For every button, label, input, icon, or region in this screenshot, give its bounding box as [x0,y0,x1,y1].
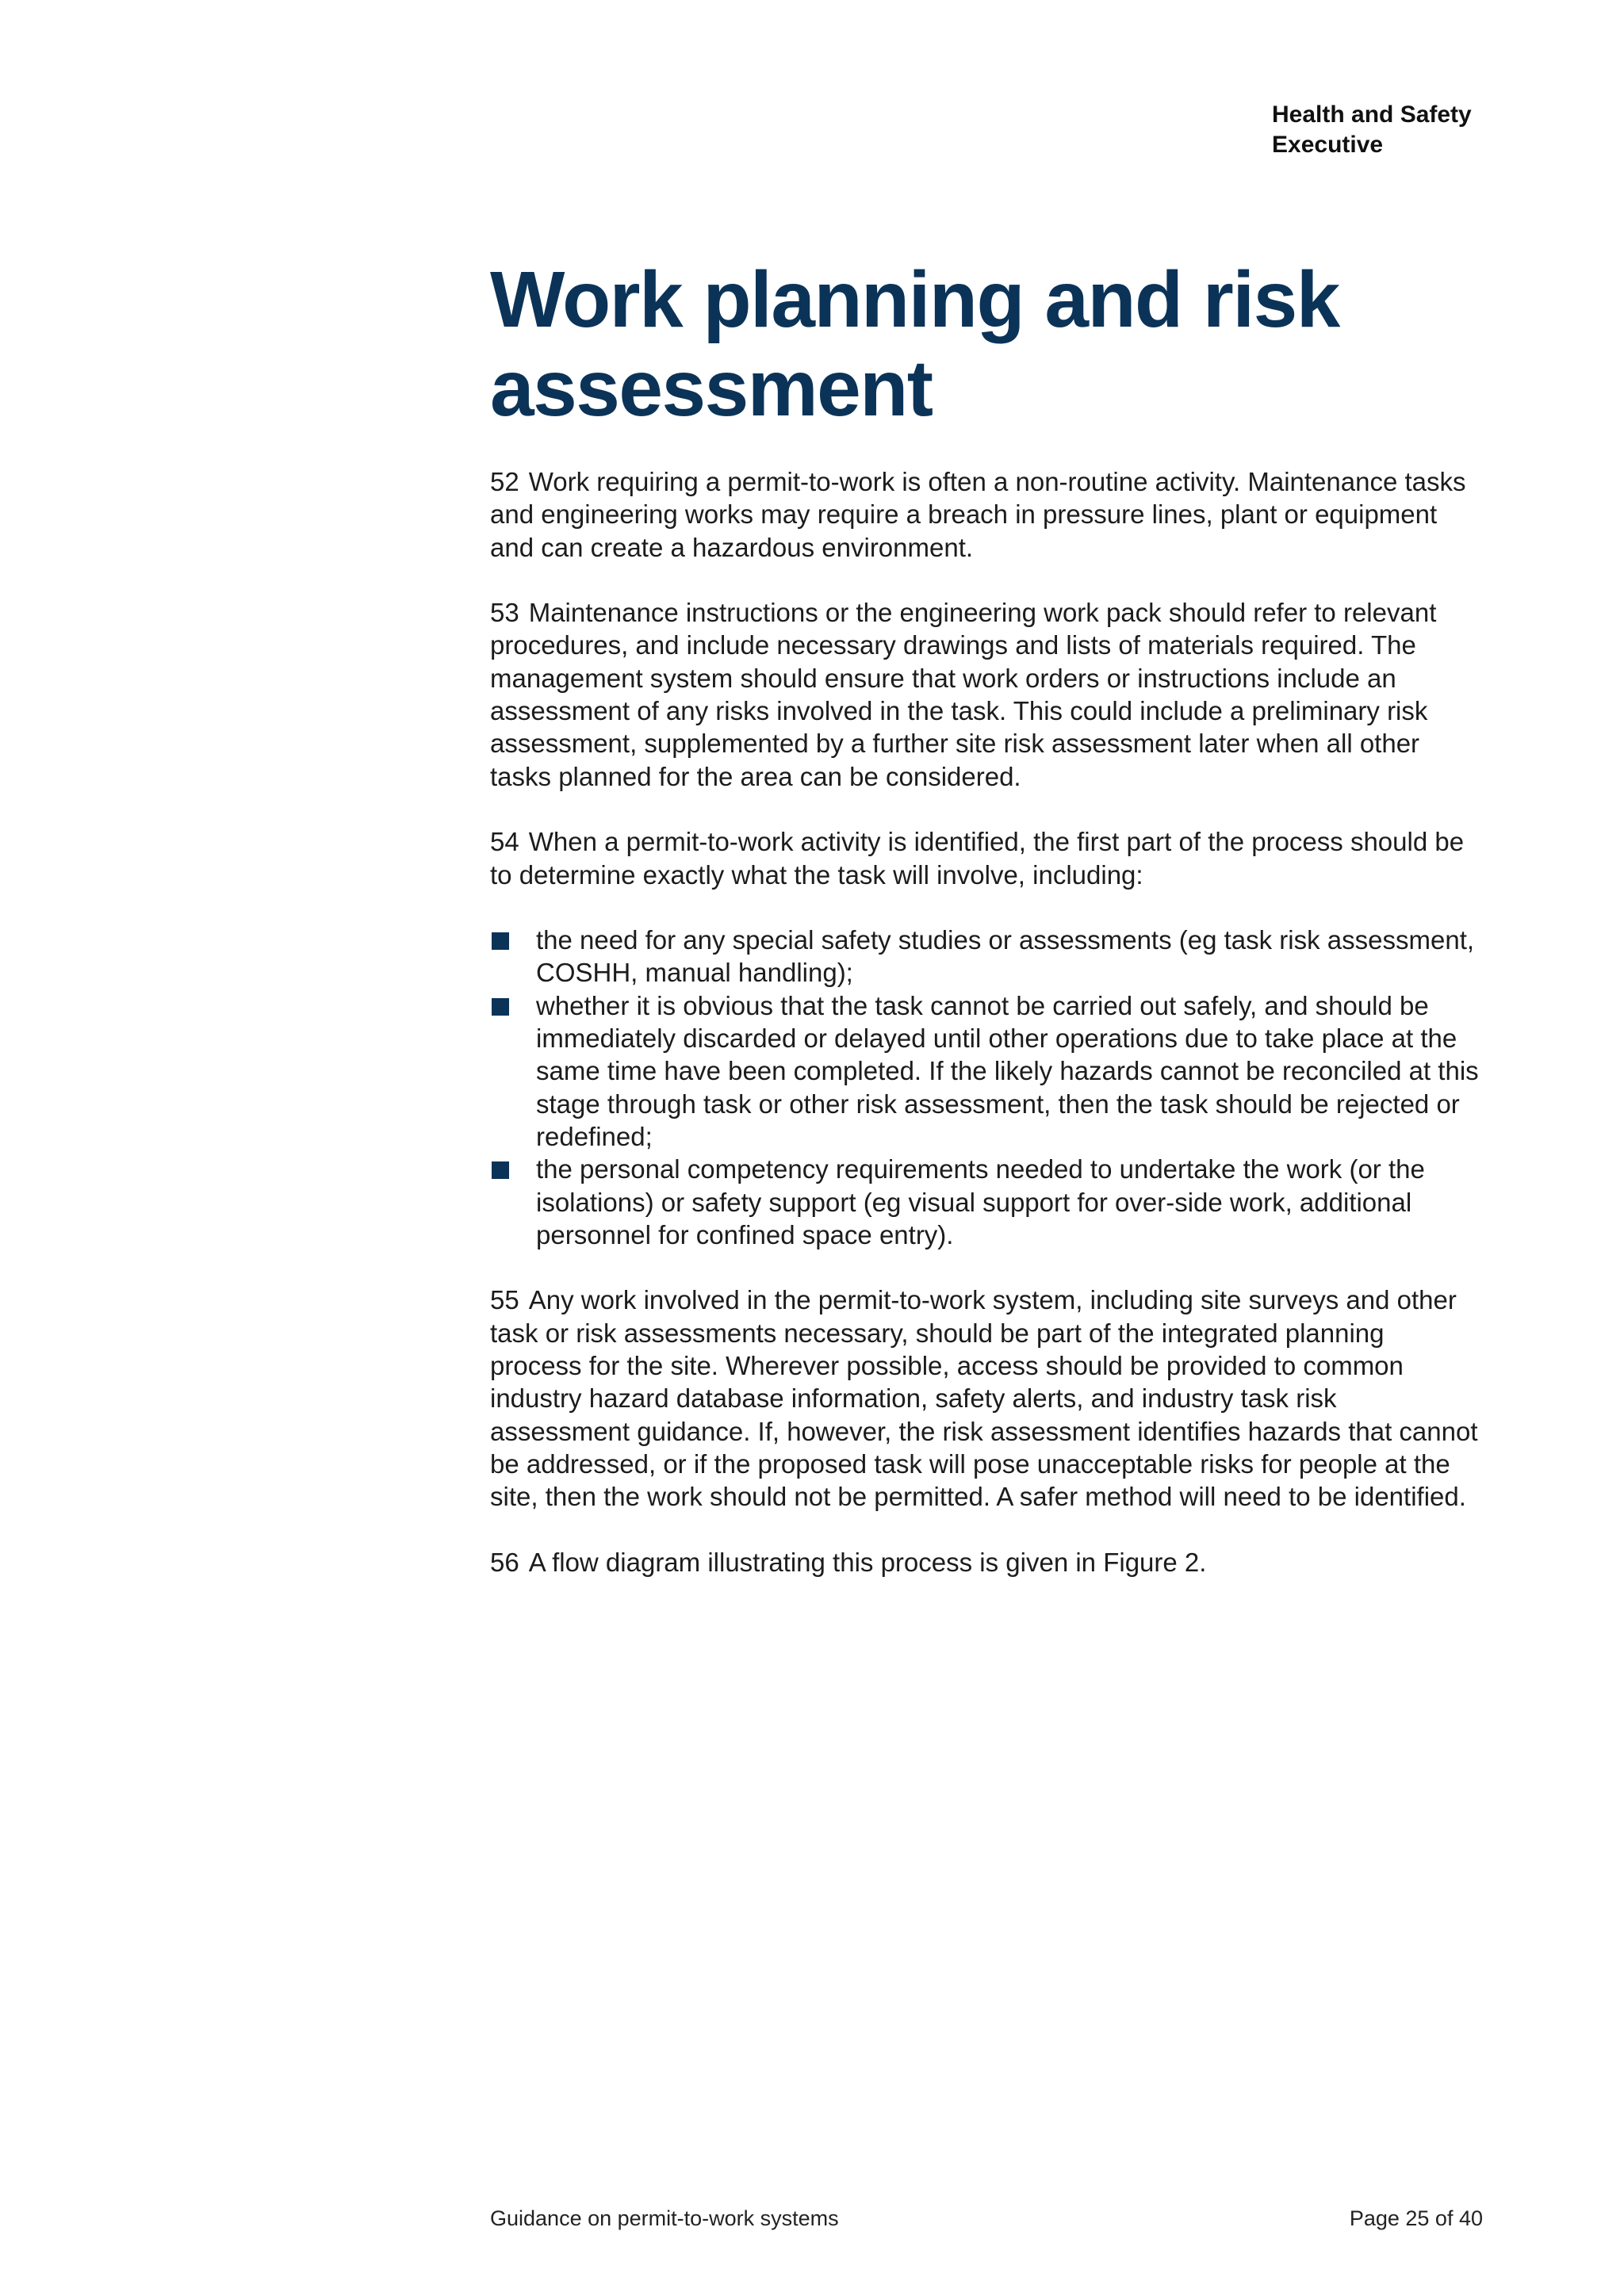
paragraph-number: 55 [490,1285,519,1315]
paragraph-55 [490,1284,1481,1513]
bullet-text: the personal competency requirements needed to undertake the work (or the isolations) or safety support (eg visual support for over-side work, additional personnel for confined space entry). [536,1154,1425,1249]
paragraph-text: Any work involved in the permit-to-work system, including site surveys and other task or risk assessments necessary, should be part of the integrated planning process for the site. Wherever possible, access should be provided to common industry hazard database information, safety alerts, and industry task risk assessment guidance. If, however, the risk assessment identifies hazards that cannot be addressed, or if the proposed task will pose unacceptable risks for people at the site, then the work should not be permitted. A safer method will need to be identified. [490,1285,1478,1512]
paragraph-text: Work requiring a permit-to-work is often a non-routine activity. Maintenance tasks and engineering works may require a breach in pressure lines, plant or equipment and can create a hazardous environment. [490,467,1466,562]
square-bullet-icon [492,998,509,1016]
body-text [490,465,1481,1611]
paragraph-number: 56 [490,1547,519,1577]
organisation-name-line-1: Health and Safety [1272,101,1472,128]
footer-page-number: Page 25 of 40 [1349,2206,1483,2230]
paragraph-52 [490,465,1481,564]
page-title: Work planning and risk assessment [490,255,1339,433]
bullet-list [490,924,1481,1251]
paragraph-56 [490,1546,1481,1578]
square-bullet-icon [492,1161,509,1179]
paragraph-text: A flow diagram illustrating this process is given in Figure 2. [528,1547,1207,1577]
bullet-item [490,1153,1481,1251]
bullet-text: whether it is obvious that the task cannot be carried out safely, and should be immediately discarded or delayed until other operations due to take place at the same time have been completed. If the likely hazards cannot be reconciled at this stage through task or other risk assessment, then the task should be rejected or redefined; [536,990,1479,1151]
organisation-name [1272,100,1472,160]
paragraph-53 [490,596,1481,793]
paragraph-text: When a permit-to-work activity is identified, the first part of the process should be to determine exactly what the task will involve, including: [490,827,1465,890]
paragraph-54 [490,825,1481,891]
paragraph-number: 53 [490,598,519,628]
bullet-item [490,924,1481,989]
paragraph-text: Maintenance instructions or the engineering work pack should refer to relevant procedures, and include necessary drawings and lists of materials required. The management system should ensure that work orders or instructions include an assessment of any risks involved in the task. This could include a preliminary risk assessment, supplemented by a further site risk assessment later when all other tasks planned for the area can be considered. [490,598,1437,791]
footer-document-title: Guidance on permit-to-work systems [490,2206,839,2230]
bullet-item [490,989,1481,1153]
square-bullet-icon [492,932,509,950]
paragraph-number: 52 [490,467,519,496]
organisation-name-line-2: Executive [1272,132,1384,158]
bullet-text: the need for any special safety studies or assessments (eg task risk assessment, COSHH, manual handling); [536,925,1475,988]
paragraph-number: 54 [490,827,519,857]
